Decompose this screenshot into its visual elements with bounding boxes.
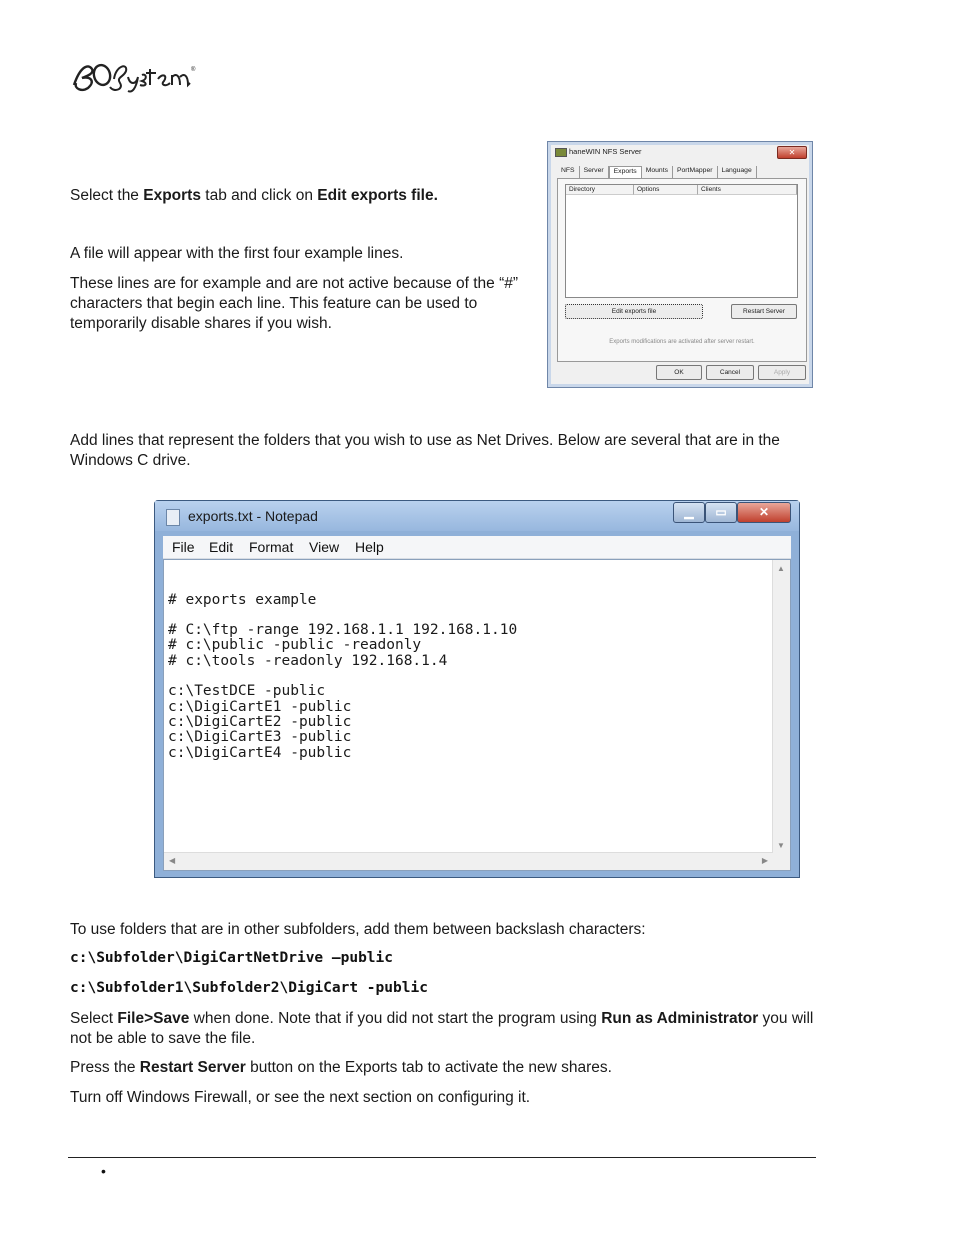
- minimize-button[interactable]: ▁: [673, 502, 705, 523]
- instruction-restart: [70, 1058, 810, 1078]
- notepad-window: [154, 500, 800, 878]
- text-line: c:\DigiCartE3 -public: [168, 729, 352, 746]
- tab-mounts[interactable]: Mounts: [642, 166, 673, 178]
- notepad-titlebar: [155, 501, 799, 531]
- instruction-exports-tab: [70, 186, 510, 206]
- text: you will not be able to save the file.: [70, 1010, 814, 1047]
- menu-format[interactable]: Format: [249, 539, 294, 555]
- text: To use folders that are in other subfolders, add them between backslash characters:: [70, 921, 646, 938]
- company-logo: [70, 55, 200, 95]
- text-bold: Edit exports file.: [317, 187, 438, 204]
- restart-server-button[interactable]: Restart Server: [731, 304, 797, 319]
- tab-server[interactable]: Server: [580, 166, 609, 178]
- instruction-add-lines: [70, 431, 810, 471]
- text-line: # exports example: [168, 591, 317, 608]
- edit-exports-file-button[interactable]: Edit exports file: [565, 304, 703, 319]
- app-icon: [555, 148, 567, 157]
- exports-panel: [557, 178, 807, 362]
- text: Select: [70, 1010, 118, 1027]
- text-line: c:\DigiCartE1 -public: [168, 698, 352, 715]
- text-line: c:\DigiCartE4 -public: [168, 744, 352, 761]
- text: A file will appear with the first four example lines.: [70, 245, 404, 262]
- dialog-titlebar: [552, 145, 810, 159]
- text-bold: File>Save: [117, 1010, 190, 1027]
- text-line: [168, 577, 517, 592]
- text: Press the: [70, 1059, 140, 1076]
- scroll-up-icon[interactable]: ▲: [777, 564, 785, 573]
- text-bold: Exports: [143, 187, 201, 204]
- dialog-tabs: [557, 166, 757, 178]
- instruction-file-appear: [70, 244, 520, 264]
- tab-exports[interactable]: Exports: [609, 166, 642, 178]
- tab-portmapper[interactable]: PortMapper: [673, 166, 718, 178]
- exports-list[interactable]: [565, 184, 798, 298]
- vertical-scrollbar[interactable]: [772, 560, 790, 854]
- notepad-menubar: [163, 536, 791, 559]
- close-button[interactable]: ✕: [777, 146, 807, 159]
- text: Turn off Windows Firewall, or see the next section on configuring it.: [70, 1089, 531, 1106]
- text-line: # c:\public -public -readonly: [168, 637, 422, 654]
- menu-edit[interactable]: Edit: [209, 539, 234, 555]
- code-example-2: c:\Subfolder1\Subfolder2\DigiCart -public: [70, 980, 428, 996]
- registered-mark: ®: [191, 67, 196, 73]
- tab-nfs[interactable]: NFS: [557, 166, 580, 178]
- text: button on the Exports tab to activate the new shares.: [245, 1059, 612, 1076]
- text-line: c:\DigiCartE2 -public: [168, 713, 352, 730]
- horizontal-scrollbar[interactable]: [164, 852, 773, 870]
- instruction-subfolders: [70, 920, 810, 940]
- text-line: # c:\tools -readonly 192.168.1.4: [168, 652, 448, 669]
- notepad-title: exports.txt - Notepad: [188, 508, 318, 524]
- code-example-1: c:\Subfolder\DigiCartNetDrive –public: [70, 950, 394, 966]
- menu-view[interactable]: View: [309, 539, 340, 555]
- instruction-save: [70, 1009, 815, 1049]
- text: tab and click on: [200, 187, 318, 204]
- scroll-left-icon[interactable]: ◀: [169, 856, 176, 865]
- text: Add lines that represent the folders that you wish to use as Net Drives. Below are several that are in the Windows C drive.: [70, 432, 780, 469]
- nfs-server-dialog: [547, 141, 813, 388]
- column-directory[interactable]: Directory: [566, 185, 634, 195]
- text-line: [168, 608, 517, 623]
- scroll-right-icon[interactable]: ▶: [761, 856, 768, 865]
- footer-divider: [68, 1157, 816, 1158]
- text-bold: Run as Administrator: [601, 1010, 759, 1027]
- instruction-example-lines: [70, 274, 525, 334]
- text-line: [168, 669, 517, 684]
- maximize-button[interactable]: ▭: [705, 502, 737, 523]
- close-button[interactable]: ✕: [737, 502, 791, 523]
- notepad-icon: [166, 509, 180, 526]
- menu-file[interactable]: File: [172, 539, 195, 555]
- tab-language[interactable]: Language: [718, 166, 757, 178]
- text-line: c:\TestDCE -public: [168, 683, 326, 700]
- text-bold: Restart Server: [139, 1059, 246, 1076]
- exports-note: Exports modifications are activated after server restart.: [609, 339, 755, 345]
- text: These lines are for example and are not active because of the “#” characters that begin each line. This feature can be used to temporarily disable shares if you wish.: [70, 275, 519, 332]
- apply-button[interactable]: Apply: [758, 365, 806, 380]
- column-options[interactable]: Options: [634, 185, 698, 195]
- footer-bullet: •: [101, 1163, 106, 1179]
- notepad-text-area[interactable]: [163, 559, 791, 871]
- resize-grip-icon[interactable]: [773, 853, 790, 870]
- cancel-button[interactable]: Cancel: [706, 365, 754, 380]
- notepad-content: [168, 562, 517, 791]
- text-line: # C:\ftp -range 192.168.1.1 192.168.1.10: [168, 622, 518, 639]
- column-clients[interactable]: Clients: [698, 185, 797, 195]
- menu-help[interactable]: Help: [355, 539, 384, 555]
- text: when done. Note that if you did not start the program using: [189, 1010, 602, 1027]
- ok-button[interactable]: OK: [656, 365, 702, 380]
- scroll-down-icon[interactable]: ▼: [777, 841, 785, 850]
- text: Select the: [70, 187, 144, 204]
- instruction-firewall: [70, 1088, 810, 1108]
- dialog-title: haneWIN NFS Server: [569, 147, 642, 156]
